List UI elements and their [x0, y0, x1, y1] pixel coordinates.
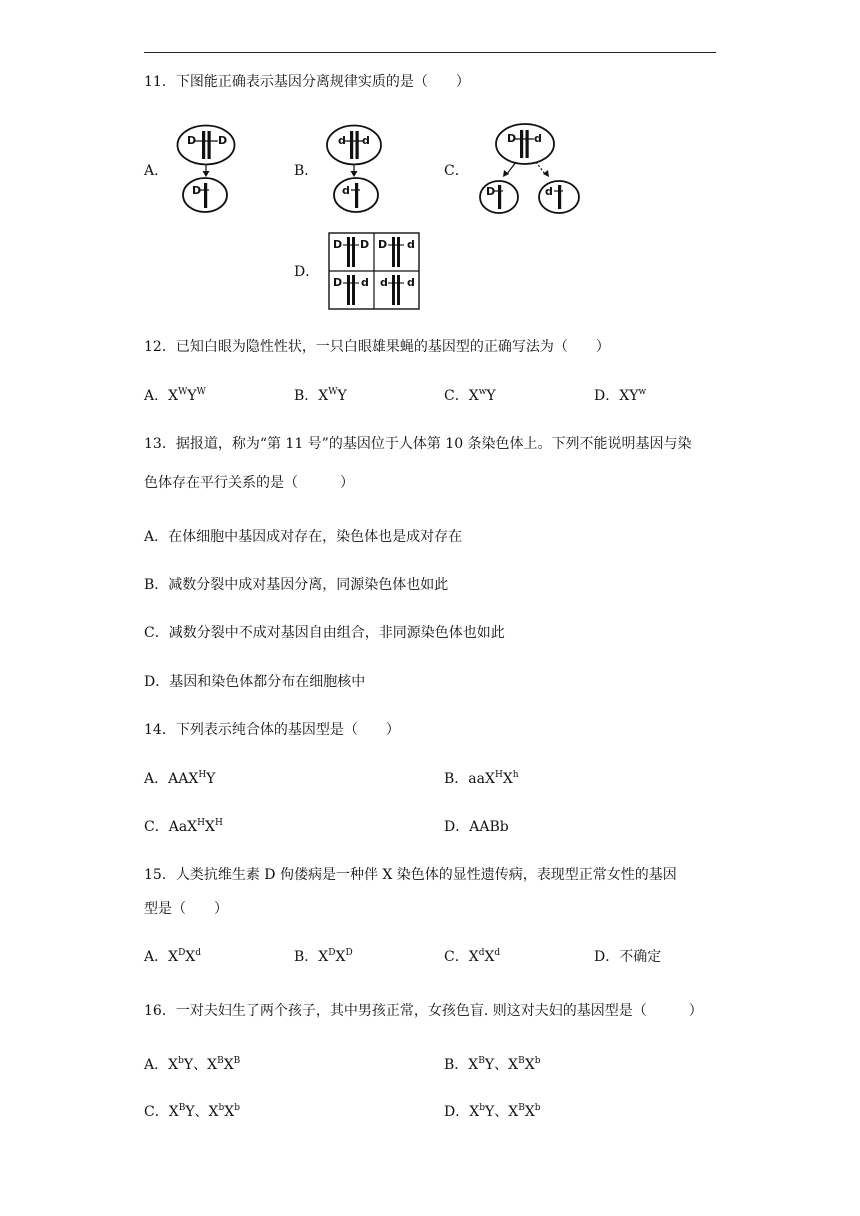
q11-option-d-label[interactable]: D．: [294, 264, 320, 280]
q13-option-b[interactable]: B．减数分裂中成对基因分离，同源染色体也如此: [144, 577, 449, 593]
q13-option-c[interactable]: C．减数分裂中不成对基因自由组合，非同源染色体也如此: [144, 625, 505, 641]
q16-option-b[interactable]: B．$X^BY$、$X^BX^b$: [444, 1056, 541, 1073]
q11-diagram-c: [478, 122, 582, 216]
gene-label: D: [333, 276, 343, 289]
gene-label: d: [380, 276, 388, 289]
q11-option-a-label[interactable]: A．: [144, 163, 169, 179]
q12-option-d[interactable]: D．$XY^w$: [594, 387, 647, 404]
header-rule: [144, 52, 716, 53]
q15-option-c[interactable]: C．$X^dX^d$: [444, 948, 501, 965]
q15-option-a[interactable]: A．$X^DX^d$: [144, 948, 202, 965]
gene-label: d: [362, 134, 370, 147]
q16-option-c[interactable]: C．$X^BY$、$X^bX^b$: [144, 1103, 241, 1120]
gene-label: d: [407, 276, 415, 289]
q16-stem: 16．一对夫妇生了两个孩子，其中男孩正常，女孩色盲. 则这对夫妇的基因型是（ ）: [144, 1003, 703, 1019]
q15-option-b[interactable]: B．$X^DX^D$: [294, 948, 353, 965]
q11-diagram-d: [328, 232, 422, 312]
q15-option-d[interactable]: D．不确定: [594, 949, 662, 965]
gene-label: d: [407, 238, 415, 251]
gene-label: D: [333, 238, 343, 251]
gene-label: d: [342, 184, 350, 197]
gene-label: D: [187, 134, 197, 147]
q11-option-b-label[interactable]: B．: [294, 163, 319, 179]
gene-label: D: [378, 238, 388, 251]
q11-diagram-b: [322, 124, 386, 216]
q13-stem-line2: 色体存在平行关系的是（ ）: [144, 475, 354, 491]
q12-option-a[interactable]: A．$X^WY^W$: [144, 387, 206, 404]
q14-option-a[interactable]: A．$AAX^HY$: [144, 770, 216, 787]
q13-option-a[interactable]: A．在体细胞中基因成对存在，染色体也是成对存在: [144, 529, 463, 545]
q15-stem-line2: 型是（ ）: [144, 901, 228, 917]
q11-diagram-a: [176, 124, 240, 216]
q14-option-b[interactable]: B．$aaX^HX^h$: [444, 770, 519, 787]
q12-option-b[interactable]: B．$X^WY$: [294, 387, 347, 404]
q15-stem-line1: 15．人类抗维生素 D 佝偻病是一种伴 X 染色体的显性遗传病，表现型正常女性的基因: [144, 867, 677, 883]
q13-option-d[interactable]: D．基因和染色体都分布在细胞核中: [144, 674, 366, 690]
gene-label: D: [218, 134, 228, 147]
q14-option-c[interactable]: C．$AaX^HX^H$: [144, 818, 223, 835]
gene-label: d: [361, 276, 369, 289]
gene-label: d: [545, 185, 553, 198]
q13-stem-line1: 13．据报道，称为“第 11 号”的基因位于人体第 10 条染色体上。下列不能说明基因与染: [144, 436, 692, 452]
q16-option-d[interactable]: D．$X^bY$、$X^BX^b$: [444, 1103, 541, 1120]
gene-label: D: [486, 185, 496, 198]
q12-stem: 12．已知白眼为隐性性状，一只白眼雄果蝇的基因型的正确写法为（ ）: [144, 339, 610, 355]
q14-option-d[interactable]: D．AABb: [444, 819, 509, 835]
q11-stem: 11．下图能正确表示基因分离规律实质的是（ ）: [144, 74, 470, 90]
gene-label: D: [507, 132, 517, 145]
gene-label: D: [360, 238, 370, 251]
gene-label: d: [338, 134, 346, 147]
gene-label: d: [534, 132, 542, 145]
q14-stem: 14．下列表示纯合体的基因型是（ ）: [144, 722, 400, 738]
q12-option-c[interactable]: C．$X^wY$: [444, 387, 496, 404]
gene-label: D: [192, 184, 202, 197]
q11-option-c-label[interactable]: C．: [444, 163, 469, 179]
q16-option-a[interactable]: A．$X^bY$、$X^BX^B$: [144, 1056, 241, 1073]
